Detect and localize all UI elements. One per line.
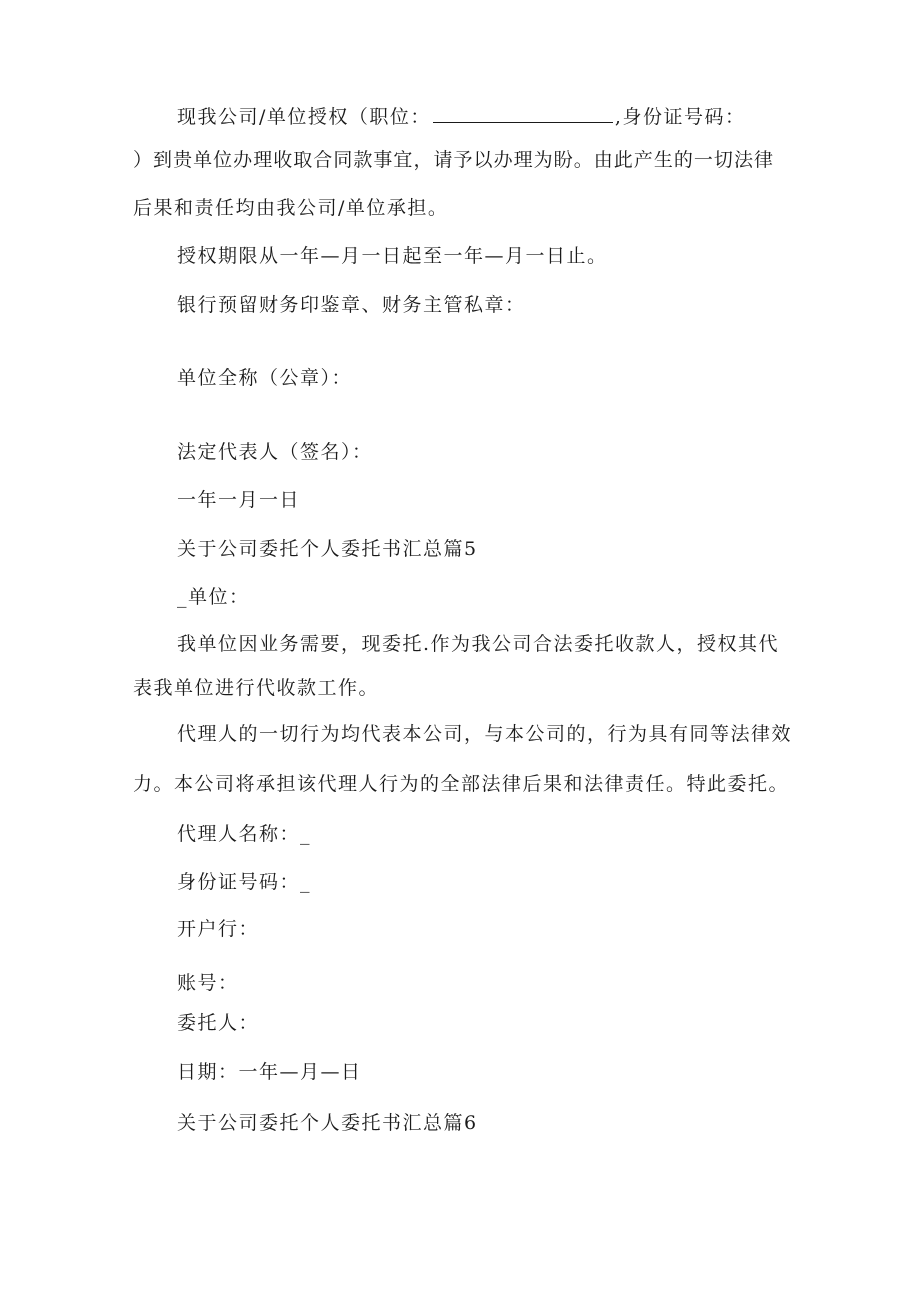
agent-name-label: 代理人名称：_ [177, 823, 312, 845]
bank-seal-label: 银行预留财务印鉴章、财务主管私章： [177, 294, 526, 316]
section-heading-6: 关于公司委托个人委托书汇总篇6 [177, 1112, 478, 1134]
bank-label: 开户行： [177, 918, 260, 940]
unit-name-label: 单位全称（公章）： [177, 367, 353, 389]
liability-paragraph-line-1: 代理人的一切行为均代表本公司，与本公司的，行为具有同等法律效 [177, 723, 793, 745]
delegation-paragraph-line-2: 表我单位进行代收款工作。 [133, 677, 380, 699]
authorization-paragraph-line-3: 后果和责任均由我公司/单位承担。 [133, 197, 449, 219]
legal-representative-label: 法定代表人（签名）： [177, 441, 373, 463]
account-label: 账号： [177, 972, 239, 994]
id-number-label: ,身份证号码： [614, 106, 746, 128]
addressee-unit: _单位： [177, 586, 250, 608]
principal-label: 委托人： [177, 1012, 260, 1034]
liability-paragraph-line-2: 力。本公司将承担该代理人行为的全部法律后果和法律责任。特此委托。 [133, 773, 790, 795]
authorization-paragraph-line-1 [177, 104, 745, 129]
authorization-term: 授权期限从一年—月一日起至一年—月一日止。 [177, 245, 608, 267]
delegation-paragraph-line-1: 我单位因业务需要，现委托.作为我公司合法委托收款人，授权其代 [177, 633, 780, 655]
position-blank [433, 104, 613, 123]
id-number-field-label: 身份证号码：_ [177, 871, 312, 893]
signature-date: 一年一月一日 [177, 489, 301, 511]
section-heading-5: 关于公司委托个人委托书汇总篇5 [177, 538, 478, 560]
authorization-prefix: 现我公司/单位授权（职位： [177, 106, 431, 128]
date-label: 日期：一年—月—日 [177, 1061, 362, 1083]
authorization-paragraph-line-2: ）到贵单位办理收取合同款事宜，请予以办理为盼。由此产生的一切法律 [133, 149, 773, 171]
